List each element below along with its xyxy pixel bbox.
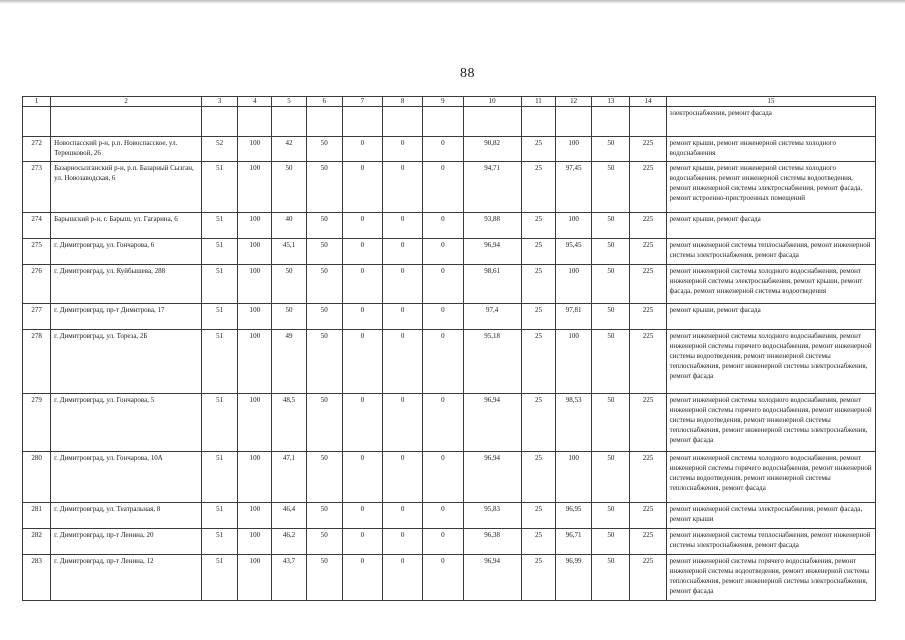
header-cell: 7 — [342, 97, 382, 107]
value-cell: 51 — [202, 304, 238, 330]
row-number-cell: 273 — [23, 162, 51, 213]
value-cell: 51 — [202, 265, 238, 304]
value-cell: 100 — [556, 137, 592, 162]
header-cell: 6 — [306, 97, 342, 107]
header-cell: 10 — [463, 97, 521, 107]
value-cell: 25 — [521, 503, 555, 529]
value-cell: 0 — [342, 137, 382, 162]
value-cell: 100 — [238, 330, 272, 394]
value-cell: 0 — [423, 394, 463, 452]
address-cell: Новоспасский р-н, р.п. Новоспасское, ул. Терешковой, 26 — [51, 137, 202, 162]
continuation-text: электроснабжения, ремонт фасада — [666, 107, 875, 137]
header-cell: 8 — [383, 97, 423, 107]
value-cell: 0 — [423, 503, 463, 529]
table-row — [23, 239, 876, 265]
value-cell: 97,4 — [463, 304, 521, 330]
value-cell: 0 — [423, 239, 463, 265]
value-cell: 25 — [521, 265, 555, 304]
address-cell: г. Димитровград, ул. Гончарова, 5 — [51, 394, 202, 452]
value-cell: 225 — [630, 503, 666, 529]
value-cell: 51 — [202, 330, 238, 394]
value-cell: 95,45 — [556, 239, 592, 265]
value-cell: 50 — [306, 137, 342, 162]
value-cell: 50 — [592, 304, 630, 330]
value-cell: 225 — [630, 529, 666, 555]
value-cell: 0 — [423, 452, 463, 503]
value-cell: 50 — [306, 555, 342, 601]
value-cell: 0 — [383, 503, 423, 529]
value-cell: 49 — [272, 330, 306, 394]
address-cell: г. Димитровград, пр-т Ленина, 12 — [51, 555, 202, 601]
header-cell: 2 — [51, 97, 202, 107]
value-cell: 0 — [342, 239, 382, 265]
value-cell: 225 — [630, 137, 666, 162]
value-cell: 100 — [556, 330, 592, 394]
works-cell: ремонт крыши, ремонт инженерной системы холодного водоснабжения — [666, 137, 875, 162]
value-cell: 0 — [342, 265, 382, 304]
value-cell: 100 — [238, 503, 272, 529]
value-cell: 0 — [383, 330, 423, 394]
row-number-cell: 279 — [23, 394, 51, 452]
value-cell: 0 — [342, 452, 382, 503]
value-cell: 0 — [342, 330, 382, 394]
value-cell: 225 — [630, 265, 666, 304]
value-cell: 51 — [202, 239, 238, 265]
value-cell: 0 — [383, 213, 423, 239]
value-cell: 100 — [238, 137, 272, 162]
works-cell: ремонт инженерной системы теплоснабжения, ремонт инженерной системы электроснабжения, ремонт фасада — [666, 529, 875, 555]
table-row — [23, 162, 876, 213]
value-cell: 98,53 — [556, 394, 592, 452]
works-cell: ремонт инженерной системы холодного водоснабжения, ремонт инженерной системы горячего водоснабжения, ремонт инженерной системы водоотведения, ремонт инженерной системы теплоснабжения, ремонт инженерной системы электроснабжения, ремонт фасада — [666, 394, 875, 452]
value-cell: 0 — [342, 555, 382, 601]
value-cell: 50 — [272, 304, 306, 330]
table-row — [23, 213, 876, 239]
value-cell: 46,2 — [272, 529, 306, 555]
row-number-cell: 280 — [23, 452, 51, 503]
value-cell: 0 — [423, 265, 463, 304]
value-cell: 98,61 — [463, 265, 521, 304]
value-cell: 50 — [306, 265, 342, 304]
value-cell: 225 — [630, 452, 666, 503]
value-cell: 50 — [306, 503, 342, 529]
table-row — [23, 330, 876, 394]
header-cell: 11 — [521, 97, 555, 107]
value-cell: 50 — [306, 304, 342, 330]
value-cell: 0 — [383, 239, 423, 265]
value-cell: 0 — [423, 330, 463, 394]
value-cell: 0 — [383, 162, 423, 213]
header-cell: 3 — [202, 97, 238, 107]
works-cell: ремонт инженерной системы теплоснабжения, ремонт инженерной системы электроснабжения, ремонт фасада — [666, 239, 875, 265]
value-cell: 225 — [630, 239, 666, 265]
works-table — [22, 96, 876, 601]
value-cell: 95,83 — [463, 503, 521, 529]
table-row — [23, 304, 876, 330]
address-cell: Базарносызганский р-н, р.п. Базарный Сызган, ул. Новозаводская, 6 — [51, 162, 202, 213]
header-cell: 4 — [238, 97, 272, 107]
value-cell: 0 — [423, 162, 463, 213]
works-cell: ремонт инженерной системы холодного водоснабжения, ремонт инженерной системы горячего водоснабжения, ремонт инженерной системы водоотведения, ремонт инженерной системы теплоснабжения, ремонт фасада — [666, 452, 875, 503]
value-cell: 93,88 — [463, 213, 521, 239]
value-cell: 0 — [342, 503, 382, 529]
value-cell: 0 — [342, 304, 382, 330]
row-number-cell: 281 — [23, 503, 51, 529]
value-cell: 96,95 — [556, 503, 592, 529]
value-cell: 50 — [592, 555, 630, 601]
scan-edge — [0, 0, 905, 4]
header-cell: 1 — [23, 97, 51, 107]
value-cell: 42 — [272, 137, 306, 162]
value-cell: 0 — [423, 529, 463, 555]
value-cell: 51 — [202, 452, 238, 503]
value-cell: 48,5 — [272, 394, 306, 452]
table-row — [23, 137, 876, 162]
value-cell: 0 — [383, 304, 423, 330]
works-cell: ремонт крыши, ремонт фасада — [666, 213, 875, 239]
value-cell: 96,99 — [556, 555, 592, 601]
row-number-cell: 278 — [23, 330, 51, 394]
value-cell: 50 — [592, 452, 630, 503]
value-cell: 50 — [592, 213, 630, 239]
value-cell: 96,94 — [463, 239, 521, 265]
header-cell: 9 — [423, 97, 463, 107]
value-cell: 90,82 — [463, 137, 521, 162]
table-row — [23, 529, 876, 555]
works-cell: ремонт крыши, ремонт инженерной системы холодного водоснабжения, ремонт инженерной системы водоотведения, ремонт инженерной системы электроснабжения, ремонт фасада, ремонт встроенно-пристроенных помещений — [666, 162, 875, 213]
row-number-cell: 274 — [23, 213, 51, 239]
value-cell: 25 — [521, 529, 555, 555]
value-cell: 50 — [592, 503, 630, 529]
table-row — [23, 394, 876, 452]
value-cell: 0 — [342, 213, 382, 239]
value-cell: 100 — [238, 304, 272, 330]
address-cell: г. Димитровград, ул. Куйбышева, 288 — [51, 265, 202, 304]
value-cell: 0 — [342, 529, 382, 555]
works-cell: ремонт инженерной системы холодного водоснабжения, ремонт инженерной системы электроснабжения, ремонт крыши, ремонт фасада, ремонт инженерной системы водоотведения — [666, 265, 875, 304]
value-cell: 50 — [592, 330, 630, 394]
value-cell: 0 — [423, 304, 463, 330]
row-number-cell: 275 — [23, 239, 51, 265]
works-cell: ремонт инженерной системы холодного водоснабжения, ремонт инженерной системы горячего водоснабжения, ремонт инженерной системы водоотведения, ремонт инженерной системы теплоснабжения, ремонт инженерной системы электроснабжения, ремонт фасада — [666, 330, 875, 394]
value-cell: 96,38 — [463, 529, 521, 555]
address-cell: г. Димитровград, ул. Театральная, 8 — [51, 503, 202, 529]
table-row — [23, 265, 876, 304]
table-row — [23, 555, 876, 601]
value-cell: 25 — [521, 239, 555, 265]
header-cell: 12 — [556, 97, 592, 107]
header-cell: 13 — [592, 97, 630, 107]
row-number-cell: 276 — [23, 265, 51, 304]
value-cell: 0 — [383, 452, 423, 503]
value-cell: 25 — [521, 555, 555, 601]
table-body — [23, 97, 876, 601]
value-cell: 100 — [238, 529, 272, 555]
value-cell: 100 — [238, 162, 272, 213]
value-cell: 97,45 — [556, 162, 592, 213]
value-cell: 25 — [521, 162, 555, 213]
value-cell: 0 — [383, 265, 423, 304]
value-cell: 0 — [383, 555, 423, 601]
address-cell: Барышский р-н, г. Барыш, ул. Гагарина, 6 — [51, 213, 202, 239]
works-cell: ремонт крыши, ремонт фасада — [666, 304, 875, 330]
value-cell: 51 — [202, 503, 238, 529]
value-cell: 100 — [238, 555, 272, 601]
value-cell: 96,94 — [463, 394, 521, 452]
continuation-row — [23, 107, 876, 137]
value-cell: 52 — [202, 137, 238, 162]
value-cell: 25 — [521, 394, 555, 452]
value-cell: 100 — [238, 265, 272, 304]
value-cell: 46,4 — [272, 503, 306, 529]
value-cell: 225 — [630, 162, 666, 213]
value-cell: 96,71 — [556, 529, 592, 555]
value-cell: 225 — [630, 394, 666, 452]
row-number-cell: 283 — [23, 555, 51, 601]
value-cell: 50 — [306, 239, 342, 265]
value-cell: 225 — [630, 213, 666, 239]
value-cell: 50 — [592, 529, 630, 555]
value-cell: 100 — [238, 394, 272, 452]
value-cell: 0 — [342, 394, 382, 452]
value-cell: 95,18 — [463, 330, 521, 394]
address-cell: г. Димитровград, пр-т Димитрова, 17 — [51, 304, 202, 330]
header-cell: 14 — [630, 97, 666, 107]
value-cell: 45,1 — [272, 239, 306, 265]
value-cell: 50 — [306, 162, 342, 213]
value-cell: 50 — [272, 265, 306, 304]
row-number-cell: 277 — [23, 304, 51, 330]
table-row — [23, 452, 876, 503]
value-cell: 25 — [521, 330, 555, 394]
header-cell: 5 — [272, 97, 306, 107]
value-cell: 100 — [556, 213, 592, 239]
value-cell: 25 — [521, 304, 555, 330]
value-cell: 100 — [238, 239, 272, 265]
value-cell: 225 — [630, 555, 666, 601]
value-cell: 51 — [202, 213, 238, 239]
value-cell: 0 — [383, 529, 423, 555]
value-cell: 50 — [306, 330, 342, 394]
value-cell: 50 — [306, 213, 342, 239]
value-cell: 100 — [556, 452, 592, 503]
address-cell: г. Димитровград, пр-т Ленина, 20 — [51, 529, 202, 555]
address-cell: г. Димитровград, ул. Гончарова, 10А — [51, 452, 202, 503]
address-cell: г. Димитровград, ул. Тореза, 2Б — [51, 330, 202, 394]
address-cell: г. Димитровград, ул. Гончарова, 6 — [51, 239, 202, 265]
value-cell: 51 — [202, 529, 238, 555]
value-cell: 100 — [238, 452, 272, 503]
value-cell: 50 — [306, 529, 342, 555]
works-cell: ремонт инженерной системы электроснабжения, ремонт фасада, ремонт крыши — [666, 503, 875, 529]
value-cell: 50 — [592, 162, 630, 213]
works-cell: ремонт инженерной системы горячего водоснабжения, ремонт инженерной системы водоотведения, ремонт инженерной системы теплоснабжения, ремонт инженерной системы электроснабжения, ремонт фасада — [666, 555, 875, 601]
value-cell: 100 — [556, 265, 592, 304]
value-cell: 25 — [521, 452, 555, 503]
page-number: 88 — [460, 66, 475, 81]
value-cell: 50 — [306, 452, 342, 503]
value-cell: 51 — [202, 555, 238, 601]
value-cell: 25 — [521, 137, 555, 162]
value-cell: 50 — [592, 265, 630, 304]
value-cell: 0 — [423, 555, 463, 601]
header-row — [23, 97, 876, 107]
value-cell: 0 — [342, 162, 382, 213]
value-cell: 96,94 — [463, 555, 521, 601]
value-cell: 97,81 — [556, 304, 592, 330]
value-cell: 94,71 — [463, 162, 521, 213]
value-cell: 225 — [630, 304, 666, 330]
value-cell: 47,1 — [272, 452, 306, 503]
value-cell: 50 — [272, 162, 306, 213]
row-number-cell: 282 — [23, 529, 51, 555]
value-cell: 0 — [423, 137, 463, 162]
value-cell: 40 — [272, 213, 306, 239]
value-cell: 96,94 — [463, 452, 521, 503]
value-cell: 50 — [592, 137, 630, 162]
value-cell: 0 — [383, 137, 423, 162]
value-cell: 225 — [630, 330, 666, 394]
value-cell: 0 — [423, 213, 463, 239]
value-cell: 25 — [521, 213, 555, 239]
value-cell: 50 — [592, 394, 630, 452]
value-cell: 51 — [202, 394, 238, 452]
header-cell: 15 — [666, 97, 875, 107]
table-row — [23, 503, 876, 529]
value-cell: 43,7 — [272, 555, 306, 601]
value-cell: 51 — [202, 162, 238, 213]
value-cell: 0 — [383, 394, 423, 452]
value-cell: 50 — [592, 239, 630, 265]
value-cell: 100 — [238, 213, 272, 239]
value-cell: 50 — [306, 394, 342, 452]
row-number-cell: 272 — [23, 137, 51, 162]
